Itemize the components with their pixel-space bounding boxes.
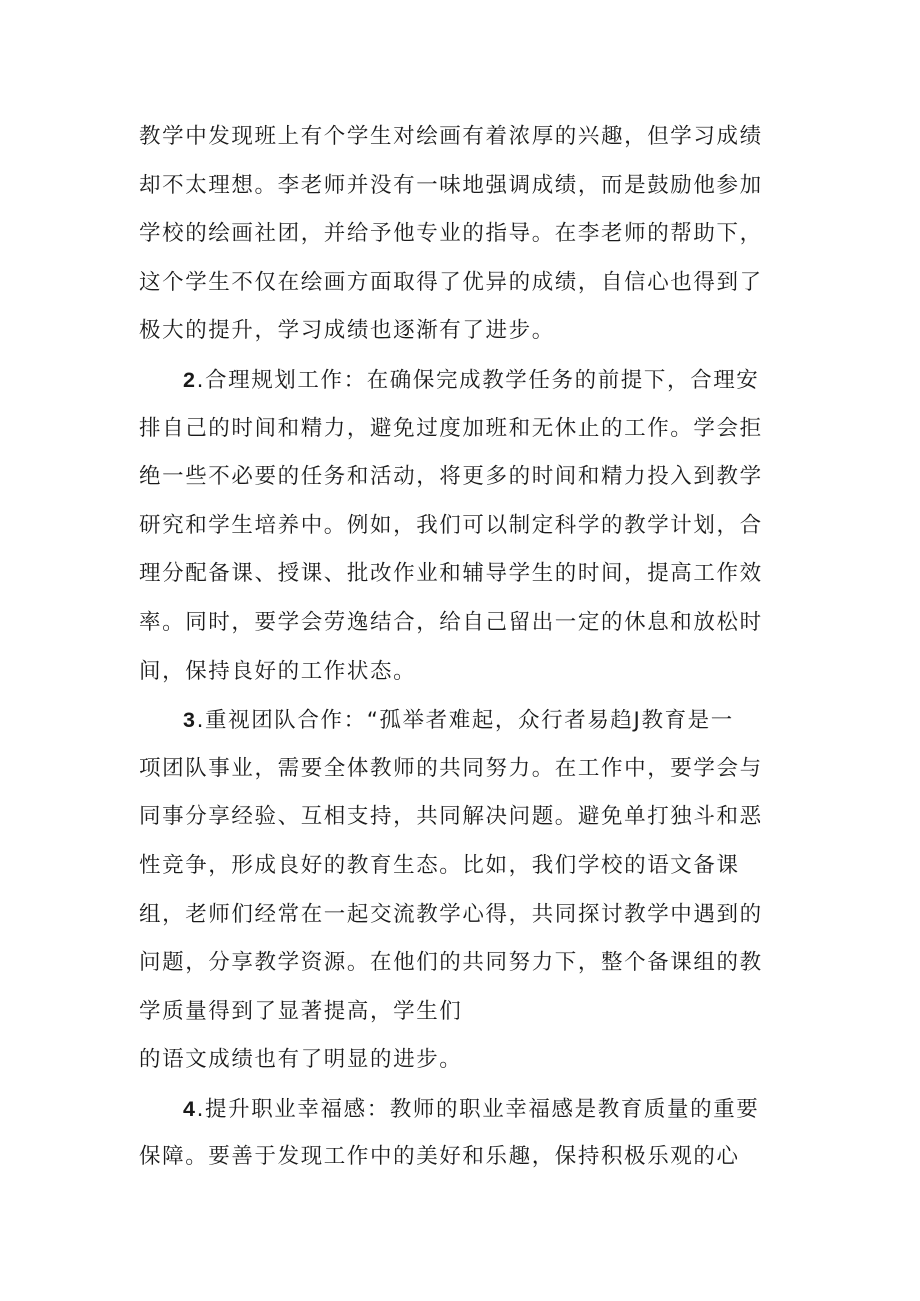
line-text: 这个学生不仅在绘画方面取得了优异的成绩，自信心也得到了 [139, 269, 763, 295]
text-line [139, 550, 779, 599]
line-text: 却不太理想。李老师并没有一味地强调成绩，而是鼓励他参加 [139, 172, 763, 198]
line-text: 组，老师们经常在一起交流教学心得，共同探讨教学中遇到的 [139, 901, 763, 927]
item-number: 2 [183, 367, 197, 392]
text-line [139, 162, 779, 211]
text-line [139, 453, 779, 502]
text-line [139, 648, 779, 697]
line-text: 的语文成绩也有了明显的进步。 [139, 1047, 463, 1073]
line-text: .重视团队合作：“孤举者难起，众行者易趋J教育是一 [196, 708, 734, 734]
line-text: 间，保持良好的工作状态。 [139, 658, 417, 684]
item-number: 4 [183, 1096, 197, 1121]
line-text: 项团队事业，需要全体教师的共同努力。在工作中，要学会与 [139, 755, 763, 781]
text-line [139, 259, 779, 308]
text-line [139, 405, 779, 454]
line-text: 性竞争，形成良好的教育生态。比如，我们学校的语文备课 [139, 852, 740, 878]
text-line [139, 599, 779, 648]
text-line [139, 891, 779, 940]
line-text: 极大的提升，学习成绩也逐渐有了进步。 [139, 318, 555, 344]
line-text: 排自己的时间和精力，避免过度加班和无休止的工作。学会拒 [139, 415, 763, 441]
text-line [139, 502, 779, 551]
line-text: 学质量得到了显著提高，学生们 [139, 998, 463, 1024]
paragraph-start-line [139, 696, 779, 745]
paragraph-start-line [139, 356, 779, 405]
line-text: .提升职业幸福感：教师的职业幸福感是教育质量的重要 [196, 1096, 760, 1122]
line-text: .合理规划工作：在确保完成教学任务的前提下，合理安 [196, 367, 760, 393]
text-line [139, 842, 779, 891]
line-text: 问题，分享教学资源。在他们的共同努力下，整个备课组的教 [139, 950, 763, 976]
line-text: 教学中发现班上有个学生对绘画有着浓厚的兴趣，但学习成绩 [139, 124, 763, 149]
text-line [139, 988, 779, 1037]
line-text: 同事分享经验、互相支持，共同解决问题。避免单打独斗和恶 [139, 804, 763, 830]
line-text: 研究和学生培养中。例如，我们可以制定科学的教学计划，合 [139, 512, 763, 538]
item-number: 3 [183, 708, 197, 733]
text-line [139, 793, 779, 842]
body-text [139, 113, 779, 1182]
line-text: 保障。要善于发现工作中的美好和乐趣，保持积极乐观的心 [139, 1144, 740, 1170]
line-text: 绝一些不必要的任务和活动，将更多的时间和精力投入到教学 [139, 464, 763, 490]
line-text: 学校的绘画社团，并给予他专业的指导。在李老师的帮助下， [139, 221, 763, 247]
text-line [139, 939, 779, 988]
paragraph-start-line [139, 1085, 779, 1134]
text-line [139, 307, 779, 356]
text-line [139, 745, 779, 794]
line-text: 率。同时，要学会劳逸结合，给自己留出一定的休息和放松时 [139, 609, 763, 635]
text-line [139, 113, 779, 162]
text-line [139, 1036, 779, 1085]
line-text: 理分配备课、授课、批改作业和辅导学生的时间，提高工作效 [139, 561, 763, 587]
text-line [139, 210, 779, 259]
text-line [139, 1133, 779, 1182]
